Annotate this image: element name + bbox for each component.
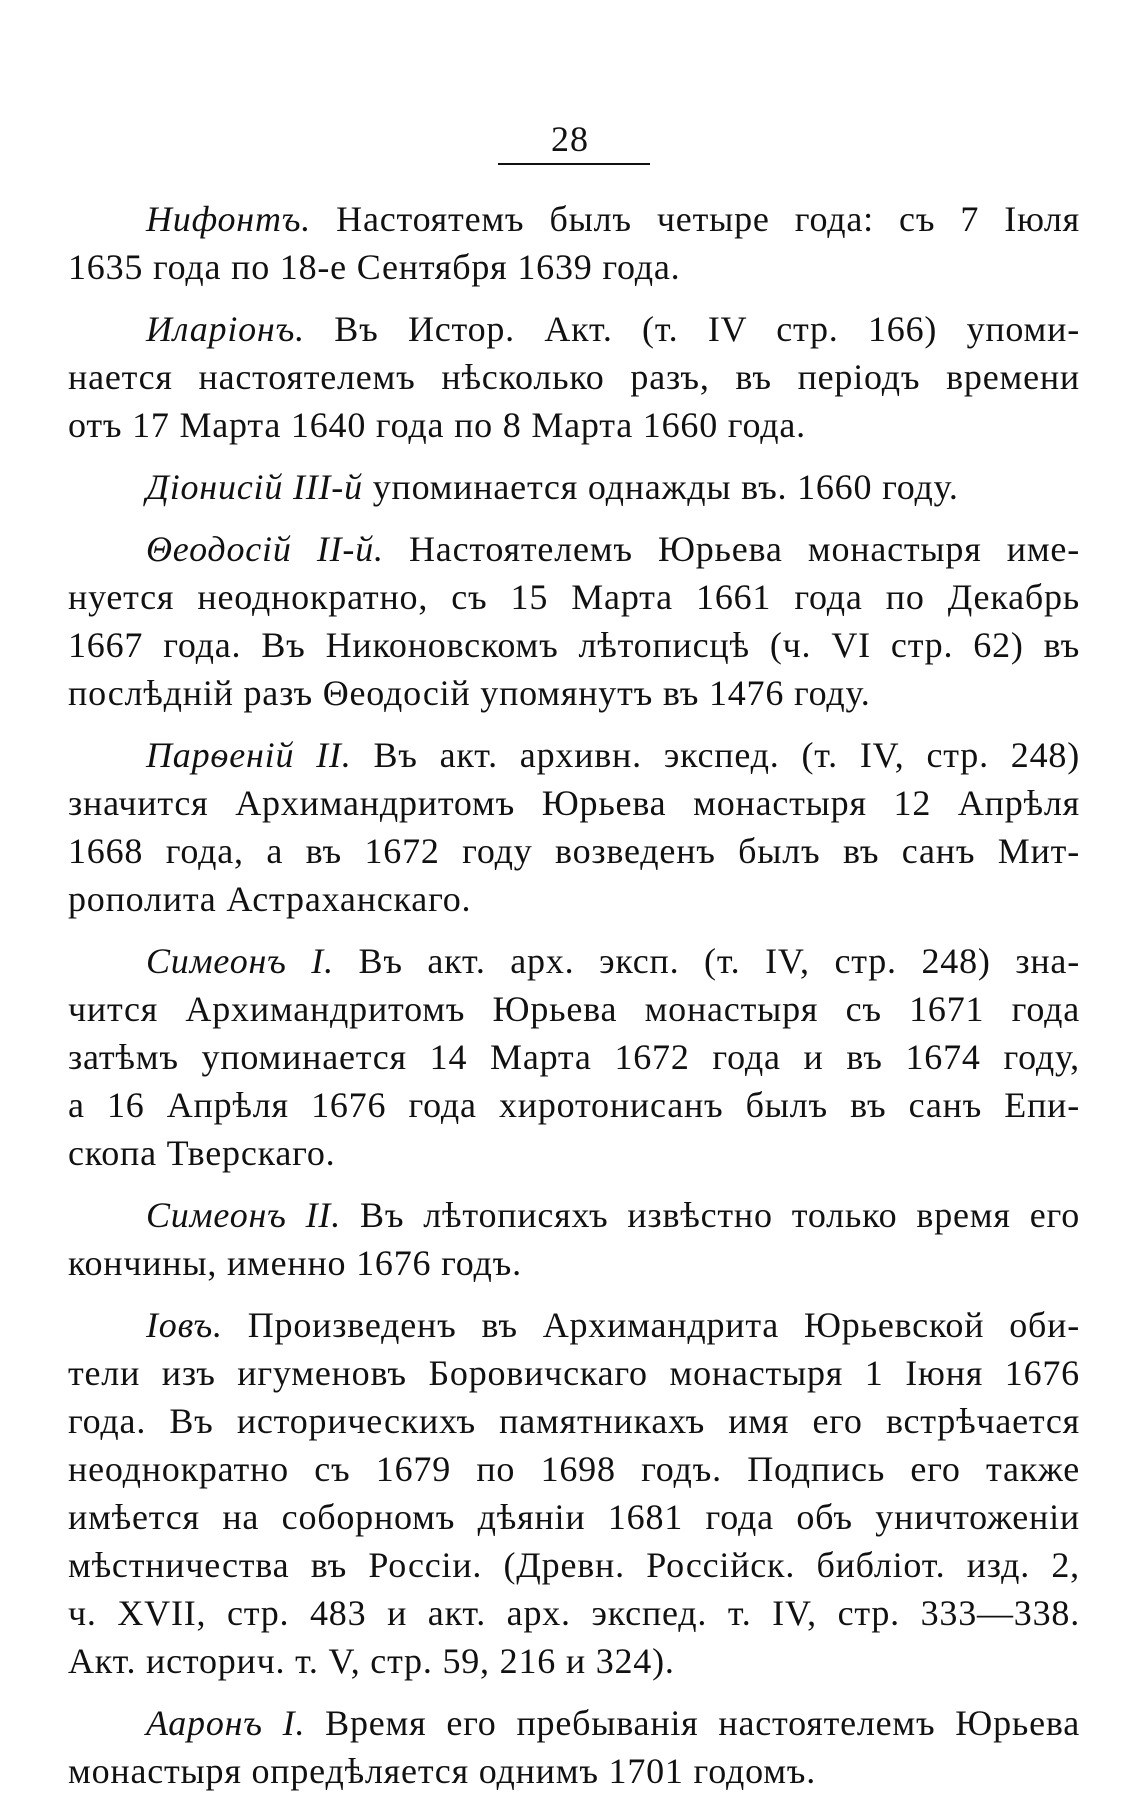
text-line — [68, 1191, 1080, 1239]
abbot-name: Ааронъ I. — [146, 1703, 306, 1743]
text-line: ч. XVII, стр. 483 и акт. арх. экспед. т. IV, стр. 333—338. — [68, 1593, 1080, 1633]
abbot-name: Симеонъ I. — [146, 941, 334, 981]
text-line: нается настоятелемъ нѣсколько разъ, въ періодъ времени — [68, 357, 1080, 397]
line-text: Настоятемъ былъ четыре года: съ 7 Іюля — [311, 199, 1080, 239]
line-text: Произведенъ въ Архимандрита Юрьевской оби- — [222, 1305, 1080, 1345]
text-line: мѣстничества въ Россіи. (Древн. Россійск. библіот. изд. 2, — [68, 1545, 1080, 1585]
text-line: имѣется на соборномъ дѣяніи 1681 года объ уничтоженіи — [68, 1497, 1080, 1537]
line-text: упоминается однажды въ. 1660 году. — [362, 467, 959, 507]
entry-iov — [68, 1301, 1080, 1685]
text-line: монастыря опредѣляется однимъ 1701 годомъ. — [68, 1751, 816, 1791]
entry-aaron — [68, 1699, 1080, 1795]
entry-simeon-1 — [68, 937, 1080, 1177]
text-line — [68, 1301, 1080, 1349]
abbot-name: Иларіонъ. — [146, 309, 305, 349]
text-column — [68, 195, 1080, 1809]
entry-dionisiy — [68, 463, 1080, 511]
entry-ilarion — [68, 305, 1080, 449]
text-line: 1635 года по 18-е Сентября 1639 года. — [68, 247, 681, 287]
line-text: Въ Истор. Акт. (т. IV стр. 166) упоми- — [304, 309, 1080, 349]
text-line: тели изъ игуменовъ Боровичскаго монастыря 1 Іюня 1676 — [68, 1353, 1080, 1393]
text-line: нуется неоднократно, съ 15 Марта 1661 года по Декабрь — [68, 577, 1080, 617]
text-line — [68, 1699, 1080, 1747]
line-text: Въ акт. архивн. экспед. (т. IV, стр. 248) — [351, 735, 1080, 775]
text-line: послѣдній разъ Θеодосій упомянутъ въ 1476 году. — [68, 673, 871, 713]
page-number-rule — [498, 163, 650, 165]
abbot-name: Діонисій III-й — [146, 467, 363, 507]
page-number: 28 — [551, 119, 589, 159]
text-line: значится Архимандритомъ Юрьева монастыря 12 Апрѣля — [68, 783, 1080, 823]
text-line: неоднократно съ 1679 по 1698 годъ. Подпись его также — [68, 1449, 1080, 1489]
text-line — [68, 305, 1080, 353]
line-text: Въ акт. арх. эксп. (т. IV, стр. 248) зна- — [333, 941, 1080, 981]
text-line: кончины, именно 1676 годъ. — [68, 1243, 522, 1283]
text-line: чится Архимандритомъ Юрьева монастыря съ 1671 года — [68, 989, 1080, 1029]
text-line: рополита Астраханскаго. — [68, 879, 472, 919]
text-line: отъ 17 Марта 1640 года по 8 Марта 1660 года. — [68, 405, 806, 445]
line-text: Время его пребыванія настоятелемъ Юрьева — [305, 1703, 1081, 1743]
text-line: 1668 года, а въ 1672 году возведенъ былъ въ санъ Мит- — [68, 831, 1080, 871]
text-line: затѣмъ упоминается 14 Марта 1672 года и въ 1674 году, — [68, 1037, 1080, 1077]
entry-nifont — [68, 195, 1080, 291]
entry-simeon-2 — [68, 1191, 1080, 1287]
text-line: Акт. историч. т. V, стр. 59, 216 и 324). — [68, 1641, 675, 1681]
entry-feodosiy — [68, 525, 1080, 717]
abbot-name: Парѳеній II. — [146, 735, 352, 775]
line-text: Настоятелемъ Юрьева монастыря име- — [383, 529, 1080, 569]
text-line — [68, 731, 1080, 779]
entry-parfeniy — [68, 731, 1080, 923]
line-text: Въ лѣтописяхъ извѣстно только время его — [341, 1195, 1080, 1235]
text-line — [68, 463, 1080, 511]
text-line: года. Въ историческихъ памятникахъ имя его встрѣчается — [68, 1401, 1080, 1441]
text-line — [68, 525, 1080, 573]
text-line: 1667 года. Въ Никоновскомъ лѣтописцѣ (ч. VI стр. 62) въ — [68, 625, 1080, 665]
abbot-name: Іовъ. — [146, 1305, 223, 1345]
text-line — [68, 937, 1080, 985]
abbot-name: Симеонъ II. — [146, 1195, 342, 1235]
abbot-name: Θеодосій II-й. — [146, 529, 384, 569]
abbot-name: Нифонтъ. — [146, 199, 312, 239]
text-line: скопа Тверскаго. — [68, 1133, 336, 1173]
text-line — [68, 195, 1080, 243]
text-line: а 16 Апрѣля 1676 года хиротонисанъ былъ въ санъ Епи- — [68, 1085, 1080, 1125]
